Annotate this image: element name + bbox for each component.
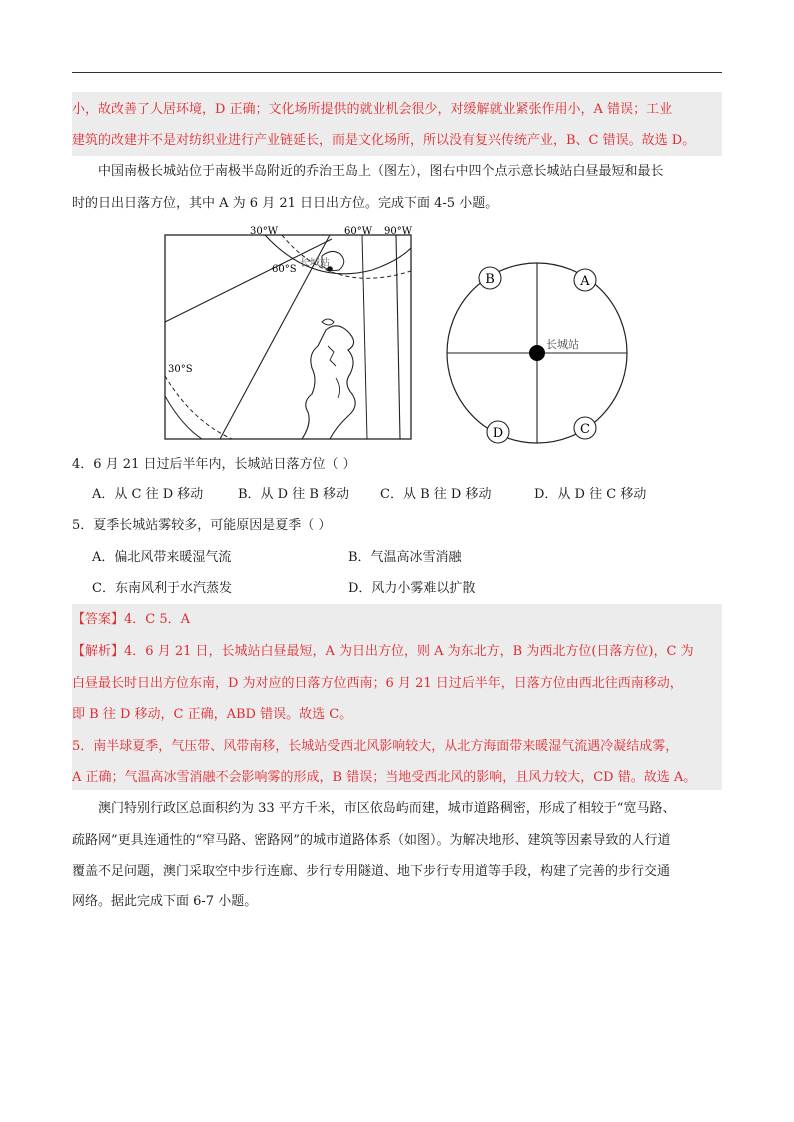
answer-analysis-block <box>72 604 722 790</box>
question-4-option-a[interactable]: A．从 C 往 D 移动 <box>92 487 204 502</box>
label-60w: 60°W <box>344 226 373 237</box>
analysis-line-4: 5．南半球夏季，气压带、风带南移，长城站受西北风影响较大，从北方海面带来暖湿气流遇冷凝结成雾， <box>72 739 679 754</box>
analysis-label: 【解析】 <box>72 644 125 659</box>
label-station-compass: 长城站 <box>546 338 579 351</box>
answer-label: 【答案】 <box>72 612 125 627</box>
sunrise-sunset-diagram <box>444 262 634 444</box>
analysis-line-2: 白昼最长时日出方位东南，D 为对应的日落方位西南；6 月 21 日过后半年，日落方位由西北往西南移动， <box>72 676 683 691</box>
analysis-line-1 <box>72 644 722 660</box>
question-4-stem: 4．6 月 21 日过后半年内，长城站日落方位（ ） <box>72 457 356 472</box>
question-5-stem: 5．夏季长城站雾较多，可能原因是夏季（ ） <box>72 518 332 533</box>
header-rule <box>72 72 722 73</box>
macau-intro-line-4: 网络。据此完成下面 6-7 小题。 <box>72 894 258 909</box>
question-5-option-d[interactable]: D．风力小雾难以扩散 <box>348 581 476 596</box>
label-30s: 30°S <box>168 364 193 375</box>
question-4-option-b[interactable]: B．从 D 往 B 移动 <box>238 487 350 502</box>
macau-intro-line-3: 覆盖不足问题，澳门采取空中步行连廊、步行专用隧道、地下步行专用道等手段，构建了完善的步行交通 <box>72 864 671 879</box>
question-4-option-d[interactable]: D．从 D 往 C 移动 <box>534 487 647 502</box>
label-30w: 30°W <box>250 226 279 237</box>
label-60s: 60°S <box>272 264 297 275</box>
question-5-option-c[interactable]: C．东南风利于水汽蒸发 <box>92 581 232 596</box>
question-5-option-a[interactable]: A．偏北风带来暖湿气流 <box>92 550 232 565</box>
label-station-map: 长城站 <box>300 258 330 269</box>
analysis-text-1: 4．6 月 21 日，长城站白昼最短，A 为日出方位，则 A 为东北方，B 为西北方位(日落方位)，C 为 <box>124 644 694 659</box>
label-d: D <box>492 426 504 441</box>
label-a: A <box>580 274 590 289</box>
intro-line-1: 中国南极长城站位于南极半岛附近的乔治王岛上（图左），图右中四个点示意长城站白昼最短和最长 <box>98 164 664 179</box>
question-4-option-c[interactable]: C．从 B 往 D 移动 <box>380 487 492 502</box>
question-5-option-b[interactable]: B．气温高冰雪消融 <box>348 550 462 565</box>
label-b: B <box>485 272 495 287</box>
label-c: C <box>580 422 590 437</box>
antarctic-peninsula-map <box>162 226 414 446</box>
previous-analysis-line-1: 小，故改善了人居环境，D 正确；文化场所提供的就业机会很少，对缓解就业紧张作用小，A 错误；工业 <box>72 102 673 117</box>
analysis-line-5: A 正确；气温高冰雪消融不会影响雾的形成，B 错误；当地受西北风的影响，且风力较大，CD 错。故选 A。 <box>72 770 697 785</box>
answer-text: 4．C 5．A <box>124 612 191 627</box>
macau-intro-line-2: 疏路网”更具连通性的“窄马路、密路网”的城市道路体系（如图）。为解决地形、建筑等因素导致的人行道 <box>72 833 671 848</box>
intro-line-2: 时的日出日落方位，其中 A 为 6 月 21 日日出方位。完成下面 4-5 小题。 <box>72 196 499 211</box>
label-90w: 90°W <box>384 226 413 237</box>
analysis-line-3: 即 B 往 D 移动，C 正确，ABD 错误。故选 C。 <box>72 707 353 722</box>
station-dot <box>529 345 545 361</box>
previous-analysis-line-2: 建筑的改建并不是对纺织业进行产业链延长，而是文化场所，所以没有复兴传统产业，B、C 错误。故选 D。 <box>72 133 696 148</box>
answer-line <box>72 612 722 628</box>
macau-intro-line-1: 澳门特别行政区总面积约为 33 平方千米，市区依岛屿而建，城市道路稠密，形成了相较于“宽马路、 <box>98 801 676 816</box>
